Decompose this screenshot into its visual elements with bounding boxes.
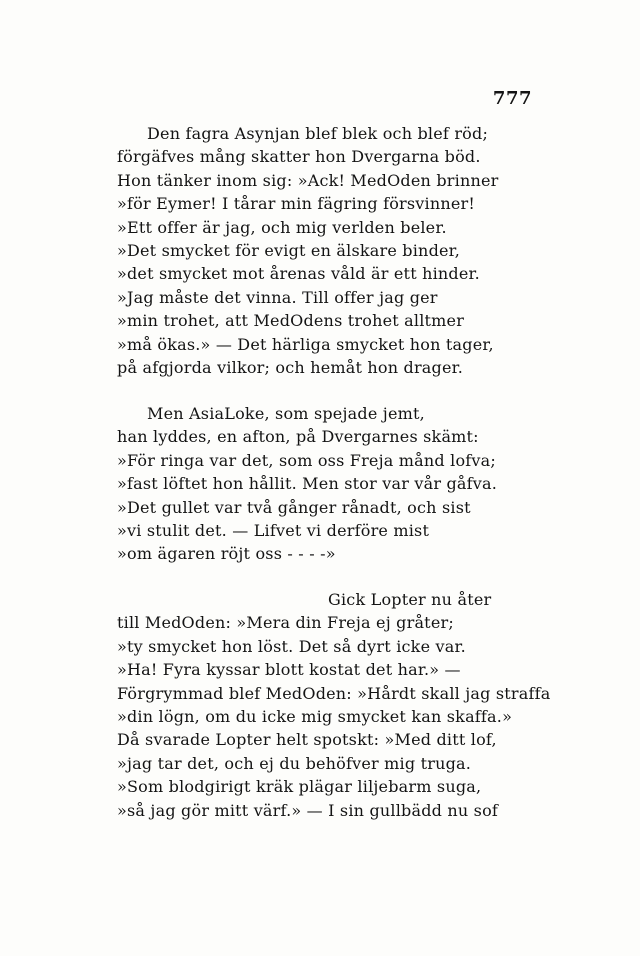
verse-line: »Det gullet var två gånger rånadt, och sist <box>117 497 471 517</box>
verse-line: »din lögn, om du icke mig smycket kan skaffa.» <box>117 706 513 726</box>
stanza-3 <box>117 588 551 822</box>
verse-line: »Ha! Fyra kyssar blott kostat det har.» — <box>117 660 461 680</box>
verse-line: till MedOden: »Mera din Freja ej gråter; <box>117 613 454 633</box>
verse-line: »jag tar det, och ej du behöfver mig truga. <box>117 753 472 773</box>
verse-line: Gick Lopter nu åter <box>328 590 492 609</box>
verse-line: »om ägaren röjt oss - - - -» <box>117 544 336 564</box>
verse-line: »Som blodgirigt kräk plägar liljebarm suga, <box>117 777 482 797</box>
verse-line: »För ringa var det, som oss Freja månd lofva; <box>117 450 496 470</box>
verse-line: »min trohet, att MedOdens trohet alltmer <box>117 311 465 331</box>
verse-line: »för Eymer! I tårar min fägring försvinner! <box>117 194 476 214</box>
verse-line: »Det smycket för evigt en älskare binder, <box>117 240 461 260</box>
verse-line: »så jag gör mitt värf.» — I sin gullbädd nu sof <box>117 800 499 820</box>
verse-line: Men AsiaLoke, som spejade jemt, <box>147 404 425 423</box>
verse-line: Då svarade Lopter helt spotskt: »Med ditt lof, <box>117 730 497 750</box>
verse-line: »vi stulit det. — Lifvet vi derföre mist <box>117 520 430 540</box>
verse-line: Förgrymmad blef MedOden: »Hårdt skall jag straffa <box>117 683 551 703</box>
verse-line: »må ökas.» — Det härliga smycket hon tager, <box>117 334 494 354</box>
verse-line: »det smycket mot årenas våld är ett hinder. <box>117 264 480 284</box>
verse-line: förgäfves mång skatter hon Dvergarna böd. <box>117 147 481 167</box>
verse-line: Den fagra Asynjan blef blek och blef röd; <box>147 124 489 143</box>
verse-line: »ty smycket hon löst. Det så dyrt icke var. <box>117 636 466 656</box>
verse-line: »Ett offer är jag, och mig verlden beler. <box>117 217 447 237</box>
verse-line: han lyddes, en afton, på Dvergarnes skämt: <box>117 427 479 447</box>
verse-line: Hon tänker inom sig: »Ack! MedOden brinner <box>117 170 499 190</box>
verse-line: »fast löftet hon hållit. Men stor var vår gåfva. <box>117 474 498 494</box>
page-number: 777 <box>492 88 532 109</box>
stanza-1 <box>117 122 517 379</box>
stanza-2 <box>117 402 517 566</box>
verse-line: på afgjorda vilkor; och hemåt hon drager. <box>117 357 464 377</box>
verse-line: »Jag måste det vinna. Till offer jag ger <box>117 287 438 307</box>
